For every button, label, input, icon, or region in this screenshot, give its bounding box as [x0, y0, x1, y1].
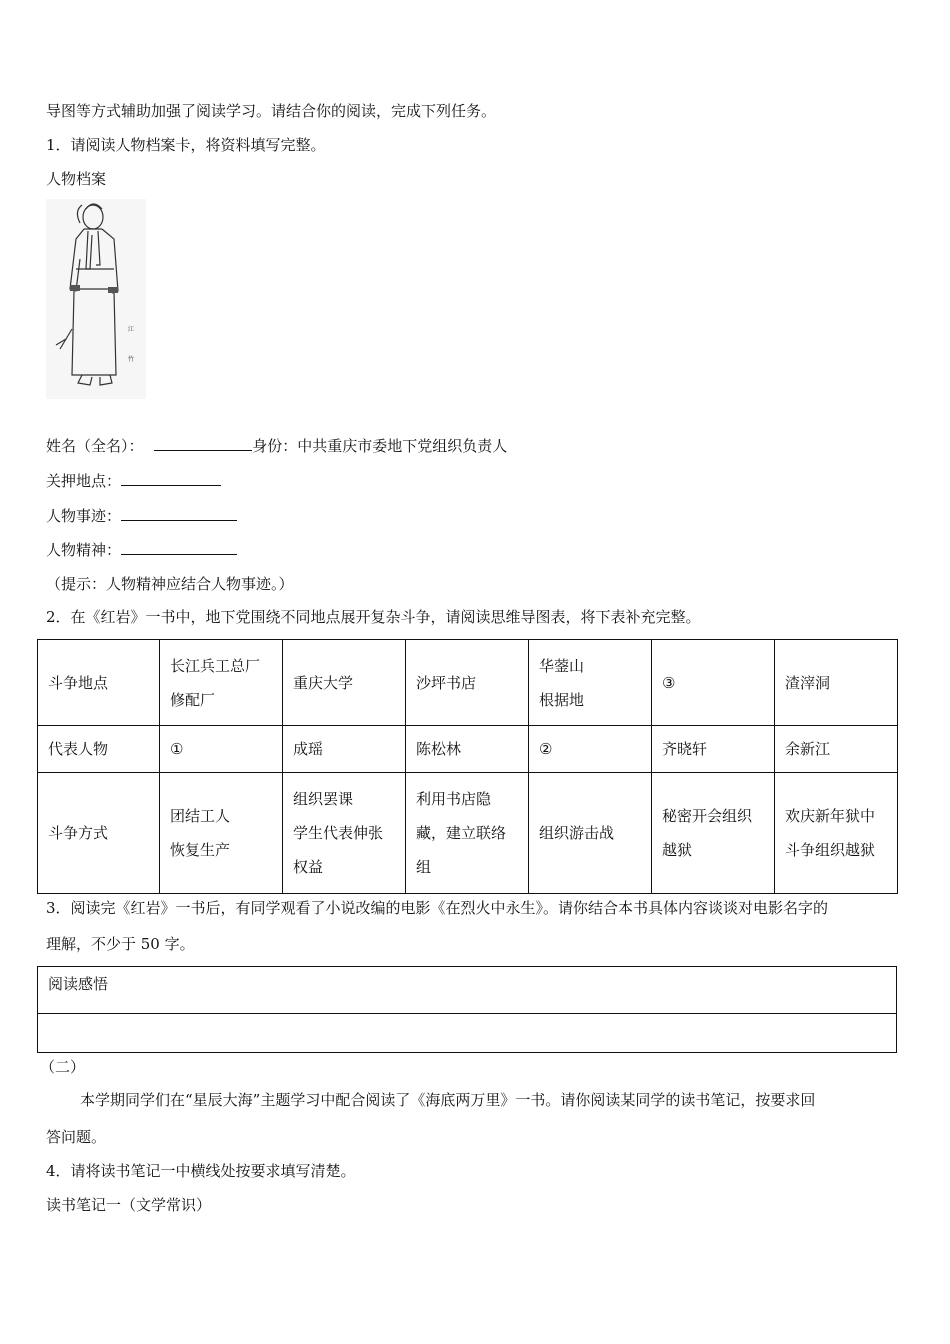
table-row — [38, 773, 898, 894]
table-cell: 余新江 — [775, 726, 898, 773]
prison-label: 关押地点： — [46, 472, 122, 490]
table-row — [38, 640, 898, 726]
reflection-answer-area[interactable] — [38, 1014, 897, 1053]
answer-cell-2[interactable]: ② — [529, 726, 652, 773]
q1-question: 1．请阅读人物档案卡，将资料填写完整。 — [46, 136, 326, 154]
deeds-label: 人物事迹： — [46, 507, 122, 525]
name-line — [46, 436, 507, 456]
spirit-label: 人物精神： — [46, 541, 122, 559]
table-cell: 成瑶 — [283, 726, 406, 773]
answer-cell-1[interactable]: ① — [160, 726, 283, 773]
deeds-blank[interactable] — [121, 506, 237, 521]
portrait-illustration — [46, 199, 146, 399]
table-cell: 秘密开会组织 越狱 — [652, 773, 775, 894]
table-cell: 长江兵工总厂 修配厂 — [160, 640, 283, 726]
note-title: 读书笔记一（文学常识） — [46, 1196, 212, 1214]
intro-line: 导图等方式辅助加强了阅读学习。请结合你的阅读，完成下列任务。 — [46, 102, 497, 120]
prison-line — [46, 471, 221, 491]
table-row — [38, 726, 898, 773]
name-blank[interactable] — [154, 436, 252, 451]
q3-question-line1: 3．阅读完《红岩》一书后，有同学观看了小说改编的电影《在烈火中永生》。请你结合本书具体内容谈谈对电影名字的 — [46, 899, 829, 917]
identity-text: 身份：中共重庆市委地下党组织负责人 — [252, 437, 508, 455]
name-label: 姓名（全名）： — [46, 437, 144, 455]
table-cell: 华蓥山 根据地 — [529, 640, 652, 726]
section-para-line1: 本学期同学们在“星辰大海”主题学习中配合阅读了《海底两万里》一书。请你阅读某同学的读书笔记，按要求回 — [80, 1091, 816, 1109]
spirit-line — [46, 540, 237, 560]
q3-question-line2: 理解，不少于 50 字。 — [46, 935, 195, 953]
prison-blank[interactable] — [121, 471, 221, 486]
table-cell: 渣滓洞 — [775, 640, 898, 726]
svg-text:江: 江 — [128, 326, 135, 333]
q2-question: 2．在《红岩》一书中，地下党围绕不同地点展开复杂斗争，请阅读思维导图表，将下表补充完整。 — [46, 608, 701, 626]
table-cell: 利用书店隐 藏，建立联络 组 — [406, 773, 529, 894]
section-para-line2: 答问题。 — [46, 1128, 107, 1146]
table-cell: 重庆大学 — [283, 640, 406, 726]
reflection-box — [37, 966, 897, 1053]
woman-figure-icon — [46, 199, 146, 399]
table-cell: 陈松林 — [406, 726, 529, 773]
spirit-blank[interactable] — [121, 540, 237, 555]
deeds-line — [46, 506, 237, 526]
table-cell: 团结工人 恢复生产 — [160, 773, 283, 894]
table-cell: 欢庆新年狱中 斗争组织越狱 — [775, 773, 898, 894]
q4-question: 4．请将读书笔记一中横线处按要求填写清楚。 — [46, 1162, 356, 1180]
struggle-table — [37, 639, 898, 894]
table-cell: 沙坪书店 — [406, 640, 529, 726]
hint-text: （提示：人物精神应结合人物事迹。） — [46, 575, 294, 593]
table-cell: 组织游击战 — [529, 773, 652, 894]
row-header: 斗争地点 — [38, 640, 160, 726]
section-heading: （二） — [40, 1058, 86, 1076]
table-cell: 组织罢课 学生代表伸张 权益 — [283, 773, 406, 894]
reflection-title: 阅读感悟 — [38, 967, 897, 1014]
row-header: 斗争方式 — [38, 773, 160, 894]
row-header: 代表人物 — [38, 726, 160, 773]
table-cell: 齐晓轩 — [652, 726, 775, 773]
svg-text:竹: 竹 — [128, 356, 135, 363]
answer-cell-3[interactable]: ③ — [652, 640, 775, 726]
card-title: 人物档案 — [46, 170, 107, 188]
